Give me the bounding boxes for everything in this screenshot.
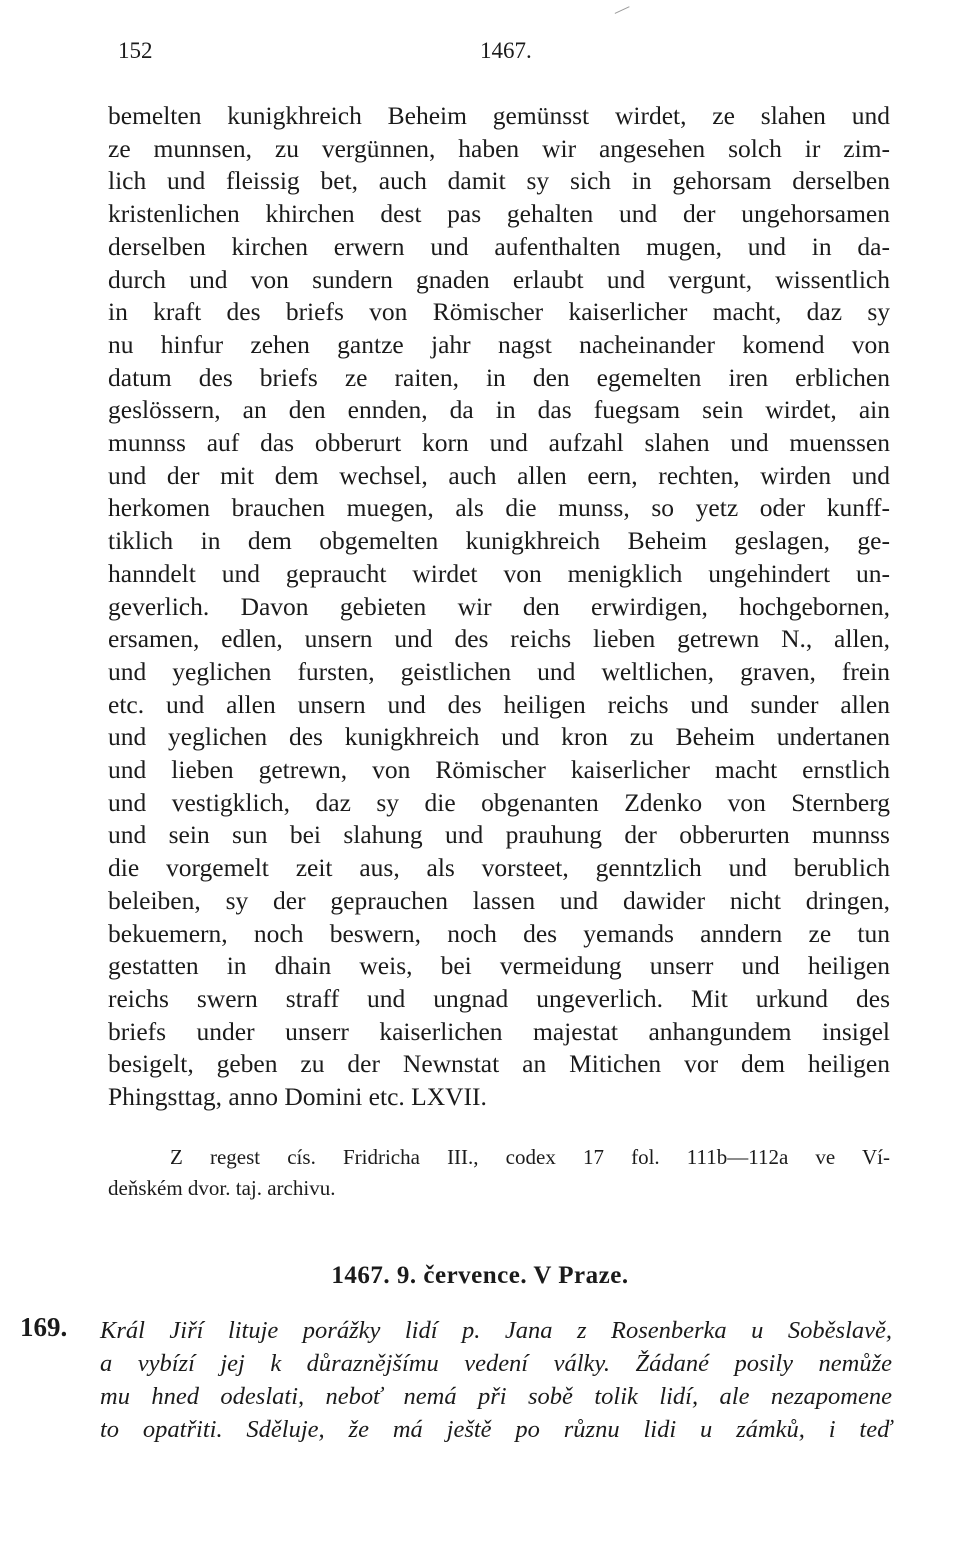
text-line: bekuemern, noch beswern, noch des yemands anndern ze tun [108, 918, 890, 948]
text-line: munnss auf das obberurt korn und aufzahl slahen und muenssen [108, 428, 890, 458]
regest-line: Král Jiří lituje porážky lidí p. Jana z Rosenberka u Soběslavě, [100, 1317, 892, 1344]
text-line: und lieben getrewn, von Römischer kaiserlicher macht ernstlich [108, 755, 890, 785]
source-note [108, 1142, 890, 1204]
running-head-year: 1467. [480, 38, 532, 63]
regest-line: a vybízí jej k důraznějšímu vedení války. Žádané posily nemůže [100, 1350, 892, 1377]
text-line: und vestigklich, daz sy die obgenanten Zdenko von Sternberg [108, 787, 890, 817]
paper-mark [610, 0, 629, 14]
text-line: lich und fleissig bet, auch damit sy sich in gehorsam derselben [108, 166, 890, 196]
running-head [118, 38, 898, 72]
text-line: nu hinfur zehen gantze jahr nagst nacheinander komend von [108, 329, 890, 359]
text-line: gestatten in dhain weis, bei vermeidung unserr und heiligen [108, 951, 890, 981]
text-line: Phingsttag, anno Domini etc. LXVII. [108, 1082, 487, 1112]
text-line: ze munnsen, zu vergünnen, haben wir angesehen solch ir zim- [108, 133, 890, 163]
page-number: 152 [118, 38, 153, 63]
text-line: die vorgemelt zeit aus, als vorsteet, genntzlich und berublich [108, 853, 890, 883]
text-line: reichs swern straff und ungnad ungeverlich. Mit urkund des [108, 983, 890, 1013]
document-dateline: 1467. 9. července. V Praze. [331, 1262, 629, 1289]
document-regest [100, 1314, 892, 1446]
text-line: und der mit dem wechsel, auch allen eern, rechten, wirden und [108, 460, 890, 490]
text-line: geslössern, an den ennden, da in das fuegsam sein wirdet, ain [108, 395, 890, 425]
text-line: und yeglichen des kunigkhreich und kron zu Beheim undertanen [108, 722, 890, 752]
text-line: besigelt, geben zu der Newnstat an Mitichen vor dem heiligen [108, 1049, 890, 1079]
text-line: beleiben, sy der geprauchen lassen und dawider nicht dringen, [108, 885, 890, 915]
text-line: ersamen, edlen, unsern und des reichs lieben getrewn N., allen, [108, 624, 890, 654]
regest-line: mu hned odeslati, neboť nemá při sobě tolik lidí, ale nezapomene [100, 1383, 892, 1410]
text-line: kristenlichen khirchen dest pas gehalten und der ungehorsamen [108, 199, 890, 229]
text-line: und yeglichen fursten, geistlichen und weltlichen, graven, frein [108, 656, 890, 686]
text-line: briefs under unserr kaiserlichen majestat anhangundem insigel [108, 1016, 890, 1046]
document-number: 169. [20, 1312, 68, 1342]
text-line: etc. und allen unsern und des heiligen reichs und sunder allen [108, 689, 890, 719]
text-line: hanndelt und gepraucht wirdet von menigklich ungehindert un- [108, 558, 890, 588]
text-line: datum des briefs ze raiten, in den egemelten iren erblichen [108, 362, 890, 392]
source-note-line: deňském dvor. taj. archivu. [108, 1176, 336, 1200]
text-line: herkomen brauchen muegen, als die munss, so yetz oder kunff- [108, 493, 890, 523]
text-line: in kraft des briefs von Römischer kaiserlicher macht, daz sy [108, 297, 890, 327]
text-line: tiklich in dem obgemelten kunigkhreich Beheim geslagen, ge- [108, 526, 890, 556]
document-text [108, 100, 890, 1114]
text-line: und sein sun bei slahung und prauhung der obberurten munnss [108, 820, 890, 850]
text-line: durch und von sundern gnaden erlaubt und vergunt, wissentlich [108, 264, 890, 294]
text-line: bemelten kunigkhreich Beheim gemünsst wirdet, ze slahen und [108, 101, 890, 130]
text-line: derselben kirchen erwern und aufenthalten mugen, und in da- [108, 231, 890, 261]
text-line: geverlich. Davon gebieten wir den erwirdigen, hochgebornen, [108, 591, 890, 621]
source-note-line: Z regest cís. Fridricha III., codex 17 fol. 111b—112a ve Ví- [170, 1145, 890, 1169]
regest-line: to opatřiti. Sděluje, že má ještě po různu lidi u zámků, i teď [100, 1416, 892, 1443]
